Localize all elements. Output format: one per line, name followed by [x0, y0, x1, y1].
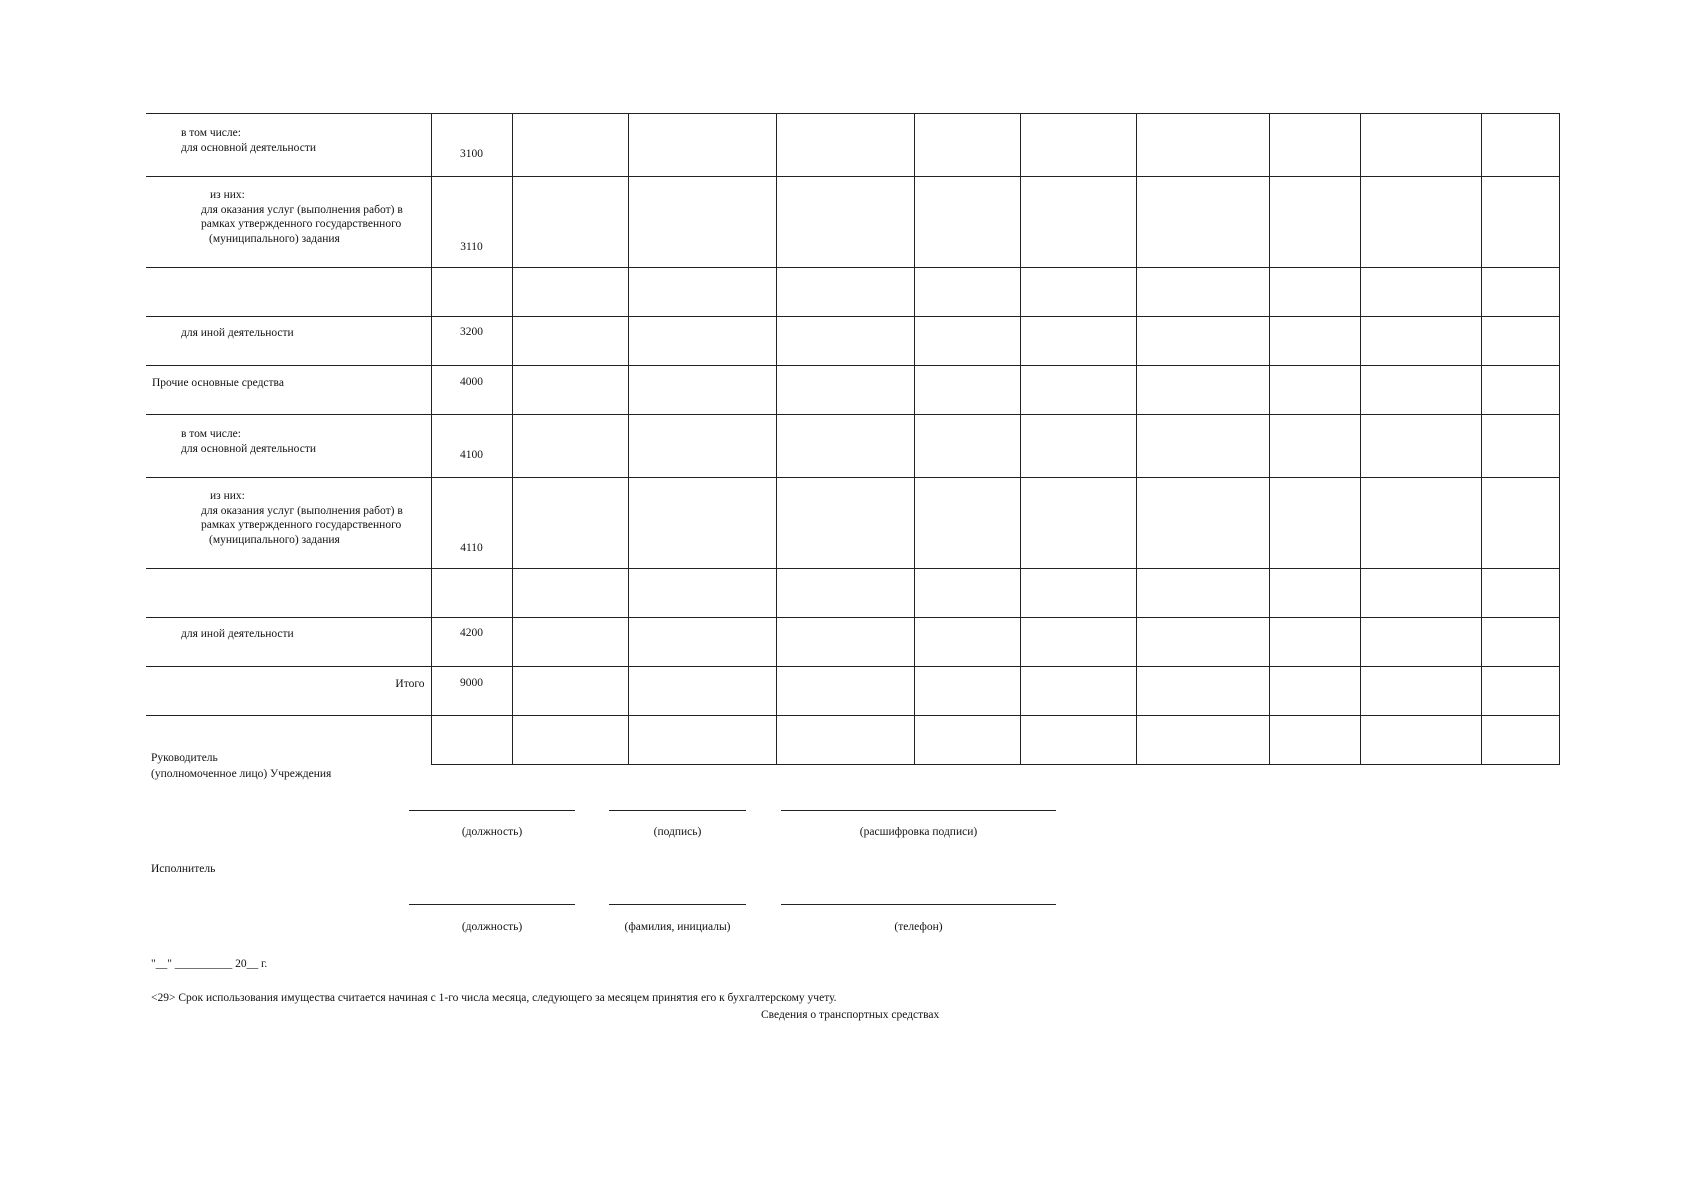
row-code-cell: [431, 177, 512, 268]
value-cell[interactable]: [1269, 366, 1360, 415]
value-cell[interactable]: [914, 366, 1020, 415]
value-cell[interactable]: [512, 177, 628, 268]
footnote: <29> Срок использования имущества считается начиная с 1-го числа месяца, следующего за месяцем принятия его к бухгалтерскому учету.: [151, 992, 837, 1004]
value-cell[interactable]: [1269, 177, 1360, 268]
value-cell[interactable]: [914, 716, 1020, 765]
value-cell[interactable]: [1360, 415, 1481, 478]
executor-position-line: [409, 904, 575, 905]
value-cell[interactable]: [1481, 317, 1559, 366]
value-cell[interactable]: [1020, 478, 1136, 569]
value-cell[interactable]: [1269, 667, 1360, 716]
row-code: 3100: [460, 148, 483, 160]
value-cell[interactable]: [776, 716, 914, 765]
row-code-cell: [431, 716, 512, 765]
row-code-cell: [431, 366, 512, 415]
head-signature-caption: (подпись): [653, 826, 702, 838]
value-cell[interactable]: [776, 618, 914, 667]
table-row: [146, 366, 1559, 415]
date-line: "__" __________ 20__ г.: [151, 958, 268, 970]
row-description-cell: [146, 478, 431, 569]
value-cell[interactable]: [1020, 667, 1136, 716]
value-cell[interactable]: [914, 569, 1020, 618]
value-cell[interactable]: [1136, 366, 1269, 415]
value-cell[interactable]: [914, 177, 1020, 268]
value-cell[interactable]: [776, 366, 914, 415]
executor-phone-line: [781, 904, 1056, 905]
next-section-title: Сведения о транспортных средствах: [761, 1009, 940, 1021]
row-code: 9000: [460, 677, 483, 689]
head-position-line: [409, 810, 575, 811]
value-cell[interactable]: [628, 177, 776, 268]
row-code-cell: [431, 415, 512, 478]
row-label: для иной деятельности: [181, 327, 294, 339]
value-cell[interactable]: [1481, 268, 1559, 317]
row-label: из них: для оказания услуг (выполнения работ) в рамках утвержденного государственного (муниципального) задания: [201, 189, 403, 245]
head-position-caption: (должность): [461, 826, 523, 838]
head-name-line: [781, 810, 1056, 811]
value-cell[interactable]: [776, 569, 914, 618]
value-cell[interactable]: [1481, 569, 1559, 618]
row-description-cell: [146, 177, 431, 268]
row-code-cell: [431, 114, 512, 177]
row-label: в том числе: для основной деятельности: [181, 127, 316, 154]
row-code: 3110: [460, 241, 483, 253]
table-row: [146, 317, 1559, 366]
value-cell[interactable]: [1136, 569, 1269, 618]
value-cell[interactable]: [776, 478, 914, 569]
value-cell[interactable]: [1136, 478, 1269, 569]
row-code: 4200: [460, 627, 483, 639]
value-cell[interactable]: [512, 268, 628, 317]
table-row: [146, 667, 1559, 716]
row-description-cell: [146, 317, 431, 366]
value-cell[interactable]: [512, 667, 628, 716]
value-cell[interactable]: [1360, 366, 1481, 415]
value-cell[interactable]: [628, 268, 776, 317]
value-cell[interactable]: [1360, 268, 1481, 317]
value-cell[interactable]: [1360, 716, 1481, 765]
value-cell[interactable]: [776, 268, 914, 317]
value-cell[interactable]: [1136, 268, 1269, 317]
value-cell[interactable]: [628, 478, 776, 569]
row-description-cell: [146, 268, 431, 317]
value-cell[interactable]: [512, 366, 628, 415]
value-cell[interactable]: [1136, 177, 1269, 268]
value-cell[interactable]: [1020, 177, 1136, 268]
executor-name-line: [609, 904, 746, 905]
value-cell[interactable]: [1136, 667, 1269, 716]
row-code-cell: [431, 317, 512, 366]
row-label: Итого: [395, 678, 425, 690]
row-code: 4100: [460, 449, 483, 461]
value-cell[interactable]: [628, 716, 776, 765]
head-label: Руководитель: [151, 752, 218, 764]
row-description-cell: [146, 366, 431, 415]
row-label: из них: для оказания услуг (выполнения работ) в рамках утвержденного государственного (муниципального) задания: [201, 490, 403, 546]
row-description-cell: [146, 569, 431, 618]
value-cell[interactable]: [1020, 366, 1136, 415]
value-cell[interactable]: [1481, 415, 1559, 478]
value-cell[interactable]: [1481, 366, 1559, 415]
table-row: [146, 618, 1559, 667]
value-cell[interactable]: [1360, 667, 1481, 716]
value-cell[interactable]: [914, 268, 1020, 317]
value-cell[interactable]: [1269, 317, 1360, 366]
executor-label: Исполнитель: [151, 863, 216, 875]
table-row: [146, 415, 1559, 478]
asset-table: [146, 113, 1560, 765]
head-signature-line: [609, 810, 746, 811]
value-cell[interactable]: [1020, 415, 1136, 478]
value-cell[interactable]: [1269, 569, 1360, 618]
value-cell[interactable]: [512, 716, 628, 765]
value-cell[interactable]: [914, 667, 1020, 716]
value-cell[interactable]: [776, 415, 914, 478]
row-label: для иной деятельности: [181, 628, 294, 640]
row-code-cell: [431, 569, 512, 618]
value-cell[interactable]: [1481, 177, 1559, 268]
row-code-cell: [431, 667, 512, 716]
table-row: [146, 478, 1559, 569]
value-cell[interactable]: [628, 569, 776, 618]
executor-position-caption: (должность): [461, 921, 523, 933]
value-cell[interactable]: [1020, 114, 1136, 177]
row-code-cell: [431, 268, 512, 317]
value-cell[interactable]: [512, 618, 628, 667]
value-cell[interactable]: [1269, 478, 1360, 569]
value-cell[interactable]: [1020, 618, 1136, 667]
table-row: [146, 716, 1559, 765]
value-cell[interactable]: [1269, 114, 1360, 177]
value-cell[interactable]: [628, 317, 776, 366]
value-cell[interactable]: [914, 415, 1020, 478]
value-cell[interactable]: [1481, 716, 1559, 765]
value-cell[interactable]: [1020, 569, 1136, 618]
value-cell[interactable]: [914, 114, 1020, 177]
value-cell[interactable]: [1481, 478, 1559, 569]
value-cell[interactable]: [1481, 667, 1559, 716]
value-cell[interactable]: [1360, 177, 1481, 268]
value-cell[interactable]: [512, 415, 628, 478]
value-cell[interactable]: [628, 415, 776, 478]
row-description-cell: [146, 114, 431, 177]
table-row: [146, 268, 1559, 317]
value-cell[interactable]: [1269, 415, 1360, 478]
row-code-cell: [431, 618, 512, 667]
value-cell[interactable]: [628, 366, 776, 415]
value-cell[interactable]: [776, 667, 914, 716]
row-description-cell: [146, 618, 431, 667]
value-cell[interactable]: [1136, 415, 1269, 478]
value-cell[interactable]: [1269, 618, 1360, 667]
executor-name-caption: (фамилия, инициалы): [624, 921, 731, 933]
row-description-cell: [146, 667, 431, 716]
value-cell[interactable]: [512, 569, 628, 618]
value-cell[interactable]: [1360, 317, 1481, 366]
value-cell[interactable]: [512, 114, 628, 177]
executor-phone-caption: (телефон): [894, 921, 943, 933]
value-cell[interactable]: [1136, 114, 1269, 177]
row-code-cell: [431, 478, 512, 569]
value-cell[interactable]: [1481, 114, 1559, 177]
row-code: 4000: [460, 376, 483, 388]
table-row: [146, 114, 1559, 177]
value-cell[interactable]: [1269, 268, 1360, 317]
value-cell[interactable]: [914, 317, 1020, 366]
value-cell[interactable]: [1020, 716, 1136, 765]
row-code: 3200: [460, 326, 483, 338]
value-cell[interactable]: [776, 317, 914, 366]
row-label: Прочие основные средства: [152, 377, 284, 389]
value-cell[interactable]: [1020, 268, 1136, 317]
row-code: 4110: [460, 542, 483, 554]
value-cell[interactable]: [914, 478, 1020, 569]
value-cell[interactable]: [776, 114, 914, 177]
row-description-cell: [146, 415, 431, 478]
value-cell[interactable]: [776, 177, 914, 268]
value-cell[interactable]: [1136, 716, 1269, 765]
value-cell[interactable]: [628, 114, 776, 177]
value-cell[interactable]: [1269, 716, 1360, 765]
value-cell[interactable]: [512, 317, 628, 366]
head-label-sub: (уполномоченное лицо) Учреждения: [151, 768, 332, 780]
value-cell[interactable]: [914, 618, 1020, 667]
value-cell[interactable]: [1360, 618, 1481, 667]
head-name-caption: (расшифровка подписи): [859, 826, 978, 838]
value-cell[interactable]: [1136, 618, 1269, 667]
value-cell[interactable]: [628, 667, 776, 716]
value-cell[interactable]: [1360, 114, 1481, 177]
row-label: в том числе: для основной деятельности: [181, 428, 316, 455]
value-cell[interactable]: [512, 478, 628, 569]
value-cell[interactable]: [1136, 317, 1269, 366]
value-cell[interactable]: [628, 618, 776, 667]
value-cell[interactable]: [1360, 478, 1481, 569]
table-row: [146, 569, 1559, 618]
value-cell[interactable]: [1481, 618, 1559, 667]
table-row: [146, 177, 1559, 268]
value-cell[interactable]: [1020, 317, 1136, 366]
value-cell[interactable]: [1360, 569, 1481, 618]
